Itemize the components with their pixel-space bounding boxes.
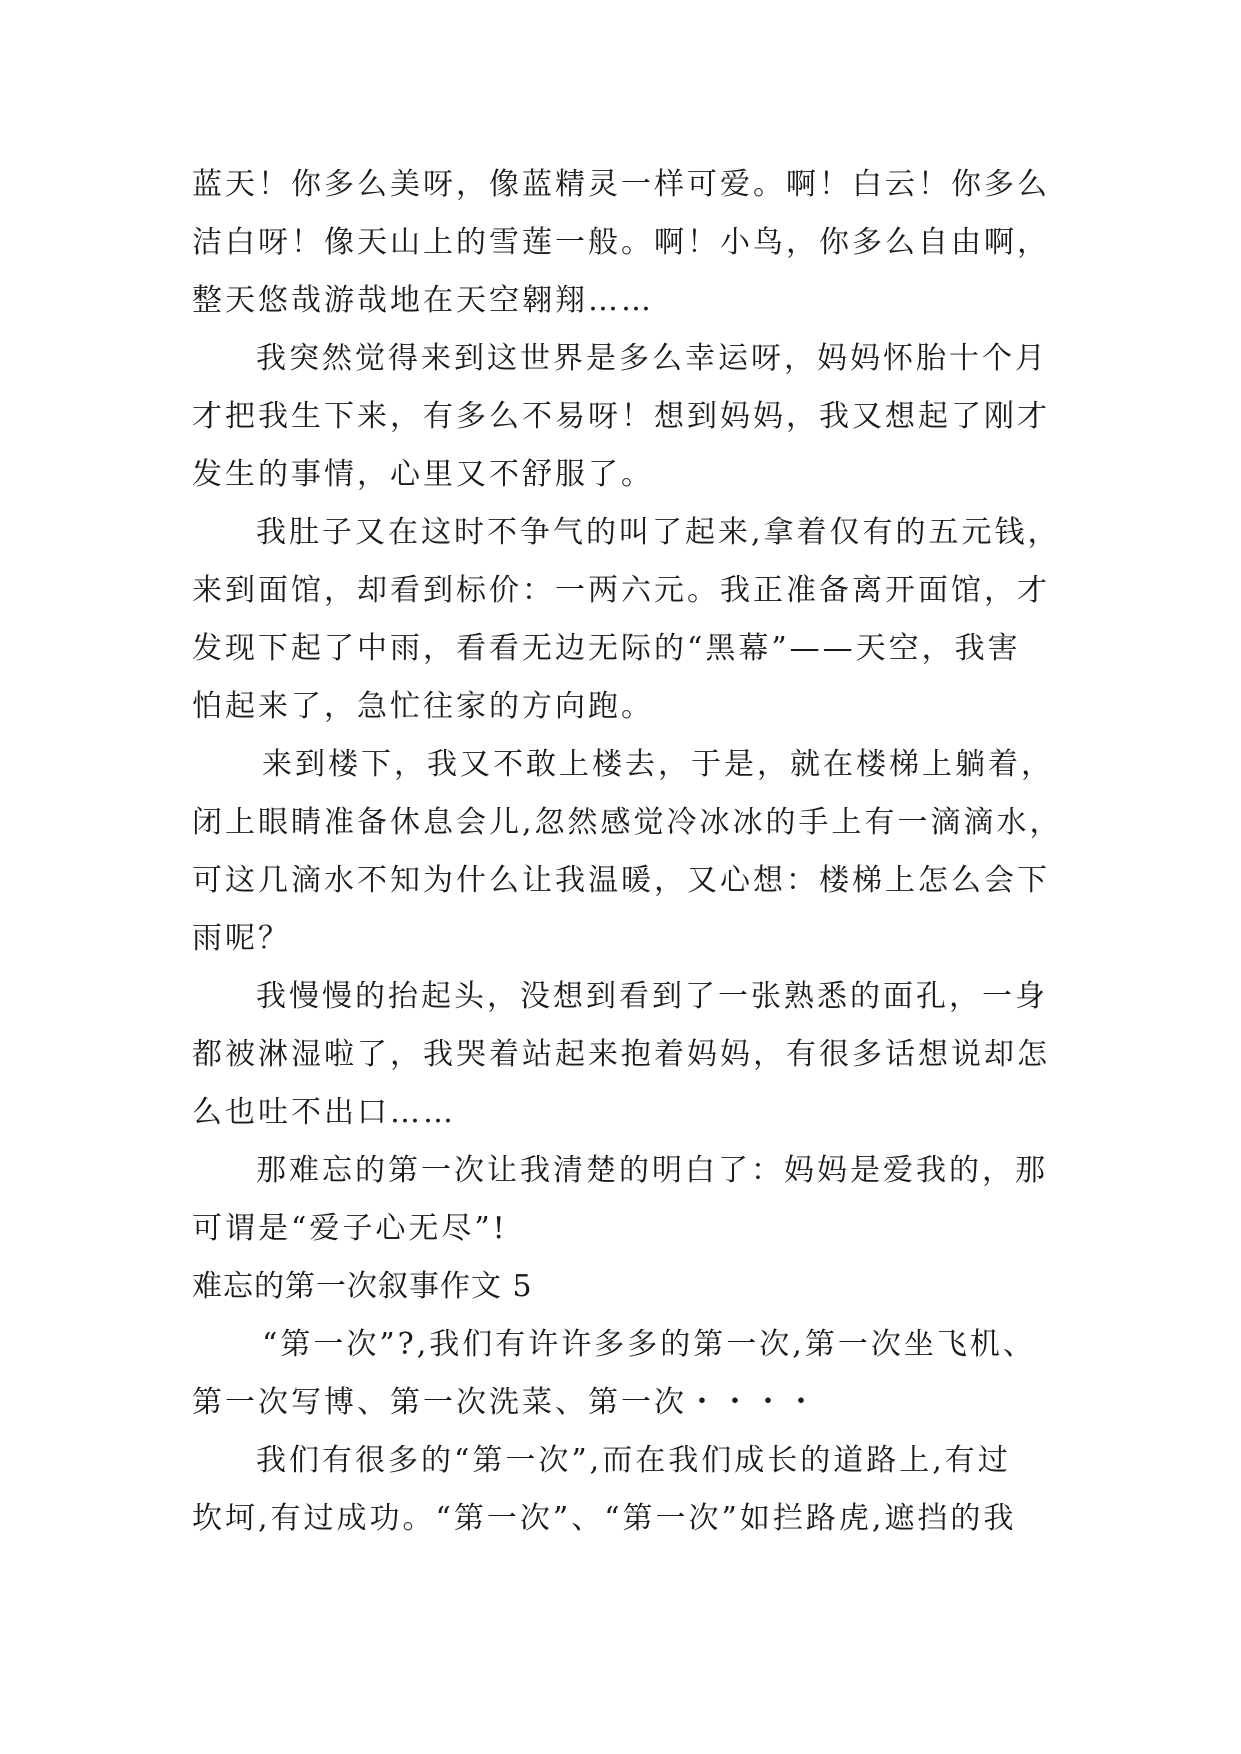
paragraph-start: 那难忘的第一次让我清楚的明白了：妈妈是爱我的，那	[256, 1153, 1048, 1188]
text-line: 么也吐不出口……	[192, 1095, 456, 1130]
text-line: 第一次写博、第一次洗菜、第一次・・・・	[192, 1385, 819, 1420]
text-line: 洁白呀！像天山上的雪莲一般。啊！小鸟，你多么自由啊，	[192, 225, 1050, 260]
paragraph-start: 我肚子又在这时不争气的叫了起来,拿着仅有的五元钱，	[256, 515, 1061, 550]
text-line: 怕起来了，急忙往家的方向跑。	[192, 689, 654, 724]
paragraph-start: 我慢慢的抬起头，没想到看到了一张熟悉的面孔，一身	[256, 979, 1048, 1014]
text-line: 都被淋湿啦了，我哭着站起来抱着妈妈，有很多话想说却怎	[192, 1037, 1050, 1072]
text-line: 来到面馆，却看到标价：一两六元。我正准备离开面馆，才	[192, 573, 1050, 608]
paragraph-start: 我们有很多的“第一次”,而在我们成长的道路上,有过	[256, 1443, 1011, 1478]
text-line: 可谓是“爱子心无尽”!	[192, 1211, 508, 1246]
paragraph-start: 我突然觉得来到这世界是多么幸运呀，妈妈怀胎十个月	[256, 341, 1048, 376]
section-title: 难忘的第一次叙事作文 5	[192, 1269, 533, 1304]
text-line: 坎坷,有过成功。“第一次”、“第一次”如拦路虎,遮挡的我	[192, 1501, 1017, 1536]
paragraph-start: 来到楼下，我又不敢上楼去，于是，就在楼梯上躺着，	[262, 747, 1054, 782]
essay-body	[192, 156, 1063, 1548]
text-line: 发现下起了中雨，看看无边无际的“黑幕”——天空，我害	[192, 631, 1021, 666]
text-line: 雨呢？	[192, 921, 291, 956]
text-line: 发生的事情，心里又不舒服了。	[192, 457, 654, 492]
text-line: 闭上眼睛准备休息会儿,忽然感觉冷冰冰的手上有一滴滴水，	[192, 805, 1063, 840]
paragraph-start: “第一次”?,我们有许许多多的第一次,第一次坐飞机、	[262, 1327, 1036, 1362]
text-line: 可这几滴水不知为什么让我温暖，又心想：楼梯上怎么会下	[192, 863, 1050, 898]
text-line: 蓝天！你多么美呀，像蓝精灵一样可爱。啊！白云！你多么	[192, 167, 1050, 202]
text-line: 整天悠哉游哉地在天空翱翔……	[192, 283, 654, 318]
text-line: 才把我生下来，有多么不易呀！想到妈妈，我又想起了刚才	[192, 399, 1050, 434]
